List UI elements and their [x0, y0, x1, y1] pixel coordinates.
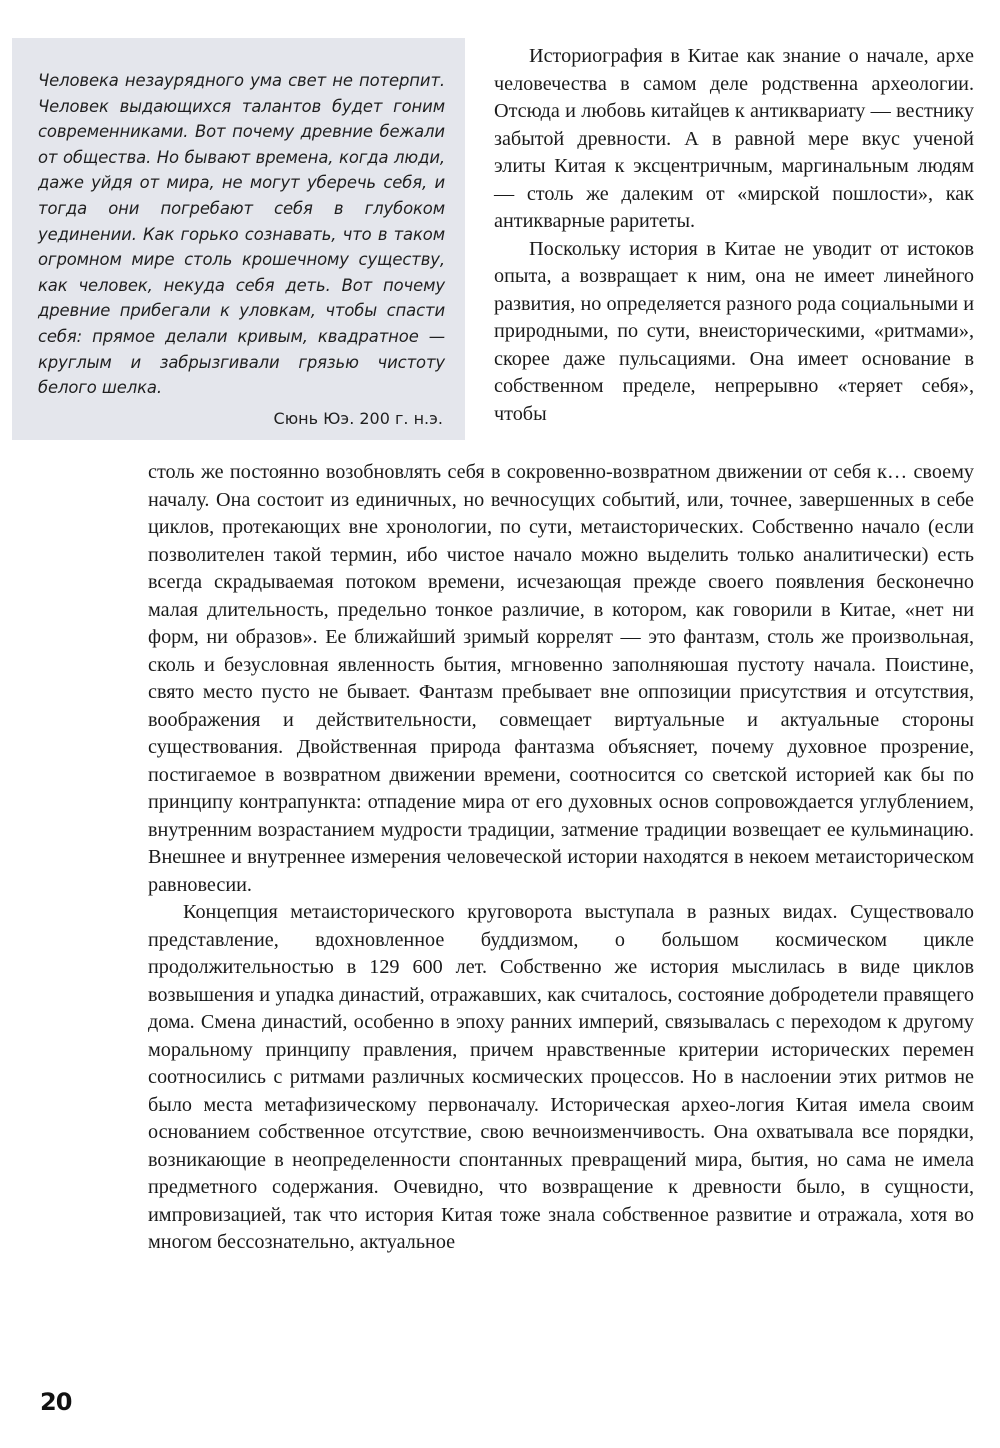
epigraph-attribution: Сюнь Юэ. 200 г. н.э.: [273, 409, 443, 428]
page-number: 20: [40, 1388, 72, 1416]
epigraph-box: [12, 38, 465, 440]
paragraph-2-continuation: столь же постоянно возобновлять себя в сокровенно-возвратном движении от себя к… своему началу. Она состоит из единичных, но вечносущих событий, или, точнее, завершенных в себе циклов, протекающих вне хронологии, по сути, метаисторических. Собственно начало (если позволителен такой термин, ибо чистое начало можно выделить только аналитически) есть всегда скрадываемая потоком времени, исчезающая прежде своего появления бесконечно малая длительность, предельно тонкое различие, в котором, как говорили в Китае, «нет ни форм, ни образов». Ее ближайший зримый коррелят — это фантазм, столь же произвольная, сколь и безусловная явленность бытия, мгновенно заполняюшая пустоту начала. Поистине, свято место пусто не бывает. Фантазм пребывает вне оппозиции присутствия и отсутствия, воображения и действительности, совмещает виртуальные и актуальные стороны существования. Двойственная природа фантазма объясняет, почему духовное прозрение, постигаемое в возвратном движении времени, соотносится со светской историей как бы по принципу контрапункта: отпадение мира от его духовных основ сопровождается углублением, внутренним возрастанием мудрости традиции, затмение традиции возвещает ее кульминацию. Внешнее и внутреннее измерения человеческой истории находятся в некоем метаисторическом равновесии.: [148, 461, 974, 896]
paragraph-1: Историография в Китае как знание о начале, архе человечества в самом деле родственна археологии. Отсюда и любовь китайцев к антиквариату — вестнику забытой древности. А в равной мере вкус ученой элиты Китая к эксцентричным, маргинальным людям — столь же далеким от «мирской пошлости», как антикварные раритеты.: [494, 45, 974, 232]
paragraph-3: Концепция метаисторического круговорота выступала в разных видах. Существовало представление, вдохновленное буддизмом, о большом космическом цикле продолжительностью в 129 600 лет. Собственно же история мыслилась в виде циклов возвышения и упадка династий, отражавших, как считалось, состояние добродетели правящего дома. Смена династий, особенно в эпоху ранних империй, связывалась с переходом к другому моральному принципу правления, причем нравственные критерии исторических перемен соотносились с ритмами различных космических процессов. Но в наслоении этих ритмов не было места метафизическому первоначалу. Историческая архео-логия Китая имела своим основанием собственное отсутствие, свою вечноизменчивость. Она охватывала все порядки, возникающие в неопределенности спонтанных превращений мира, бытия, но сама не имела предметного содержания. Очевидно, что возвращение к древности было, в сущности, импровизацией, так что история Китая тоже знала собственное развитие и отражала, хотя во многом бессознательно, актуальное: [148, 901, 974, 1253]
paragraph-2-start: Поскольку история в Китае не уводит от истоков опыта, а возвращает к ним, она не имеет линейного развития, но определяется разного рода социальными и природными, по сути, внеисторическими, «ритмами», скорее даже пульсациями. Она имеет основание в собственном пределе, непрерывно «теряет себя», чтобы: [494, 237, 974, 425]
text-column-upper: [494, 43, 974, 428]
epigraph-text: Человека незаурядного ума свет не потерпит. Человек выдающихся талантов будет гоним современниками. Вот почему древние бежали от общества. Но бывают времена, когда люди, даже уйдя от мира, не могут уберечь себя, и тогда они погребают себя в глубоком уединении. Как горько сознавать, что в таком огромном мире столь крошечному существу, как человек, некуда себя деть. Вот почему древние прибегали к уловкам, чтобы спасти себя: прямое делали кривым, квадратное — круглым и забрызгивали грязью чистоту белого шелка.: [38, 71, 445, 398]
text-column-main: [148, 459, 974, 1257]
